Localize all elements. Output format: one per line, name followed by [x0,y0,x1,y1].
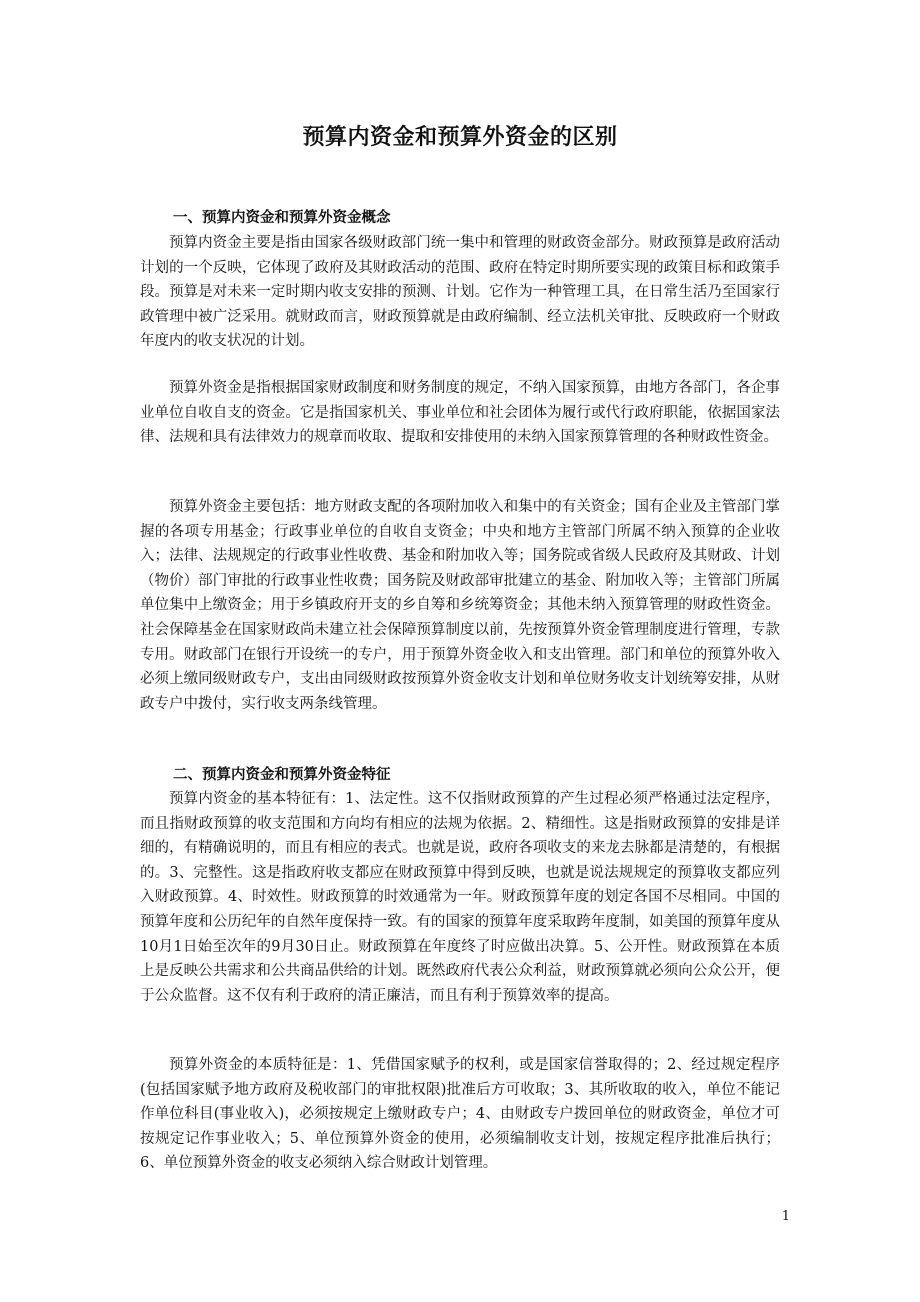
section-1-paragraph-1: 预算内资金主要是指由国家各级财政部门统一集中和管理的财政资金部分。财政预算是政府活动计划的一个反映，它体现了政府及其财政活动的范围、政府在特定时期所要实现的政策目标和政策手段。预算是对未来一定时期内收支安排的预测、计划。它作为一种管理工具，在日常生活乃至国家行政管理中被广泛采用。就财政而言，财政预算就是由政府编制、经立法机关审批、反映政府一个财政年度内的收支状况的计划。 [140,235,780,350]
document-title: 预算内资金和预算外资金的区别 [302,125,618,150]
section-2-paragraph-2: 预算外资金的本质特征是：1、凭借国家赋予的权利，或是国家信誉取得的；2、经过规定程序(包括国家赋予地方政府及税收部门的审批权限)批准后方可收取；3、其所收取的收入，单位不能记作单位科目(事业收入)，必须按规定上缴财政专户；4、由财政专户拨回单位的财政资金，单位才可按规定记作事业收入；5、单位预算外资金的使用，必须编制收支计划，按规定程序批准后执行；6、单位预算外资金的收支必须纳入综合财政计划管理。 [140,1057,780,1172]
section-1-heading: 一、预算内资金和预算外资金概念 [173,210,391,226]
section-2-heading: 二、预算内资金和预算外资金特征 [173,767,391,783]
section-1-paragraph-3: 预算外资金主要包括：地方财政支配的各项附加收入和集中的有关资金；国有企业及主管部门掌握的各项专用基金；行政事业单位的自收自支资金；中央和地方主管部门所属不纳入预算的企业收入；法律、法规规定的行政事业性收费、基金和附加收入等；国务院或省级人民政府及其财政、计划（物价）部门审批的行政事业性收费；国务院及财政部审批建立的基金、附加收入等；主管部门所属单位集中上缴资金；用于乡镇政府开支的乡自筹和乡统筹资金；其他未纳入预算管理的财政性资金。社会保障基金在国家财政尚未建立社会保障预算制度以前，先按预算外资金管理制度进行管理，专款专用。财政部门在银行开设统一的专户，用于预算外资金收入和支出管理。部门和单位的预算外收入必须上缴同级财政专户，支出由同级财政按预算外资金收支计划和单位财务收支计划统筹安排，从财政专户中拨付，实行收支两条线管理。 [140,499,780,712]
section-1-paragraph-2: 预算外资金是指根据国家财政制度和财务制度的规定，不纳入国家预算，由地方各部门，各企事业单位自收自支的资金。它是指国家机关、事业单位和社会团体为履行或代行政府职能，依据国家法律、法规和具有法律效力的规章而收取、提取和安排使用的未纳入国家预算管理的各种财政性资金。 [140,380,780,446]
section-2-paragraph-1: 预算内资金的基本特征有：1、法定性。这不仅指财政预算的产生过程必须严格通过法定程序，而且指财政预算的收支范围和方向均有相应的法规为依据。2、精细性。这是指财政预算的安排是详细的，有精确说明的，而且有相应的表式。也就是说，政府各项收支的来龙去脉都是清楚的，有根据的。3、完整性。这是指政府收支都应在财政预算中得到反映，也就是说法规规定的预算收支都应列入财政预算。4、时效性。财政预算的时效通常为一年。财政预算年度的划定各国不尽相同。中国的预算年度和公历纪年的自然年度保持一致。有的国家的预算年度采取跨年度制，如美国的预算年度从10月1日始至次年的9月30日止。财政预算在年度终了时应做出决算。5、公开性。财政预算在本质上是反映公共需求和公共商品供给的计划。既然政府代表公众利益，财政预算就必须向公众公开，便于公众监督。这不仅有利于政府的清正廉洁，而且有利于预算效率的提高。 [140,791,780,1004]
page-number: 1 [781,1209,790,1224]
